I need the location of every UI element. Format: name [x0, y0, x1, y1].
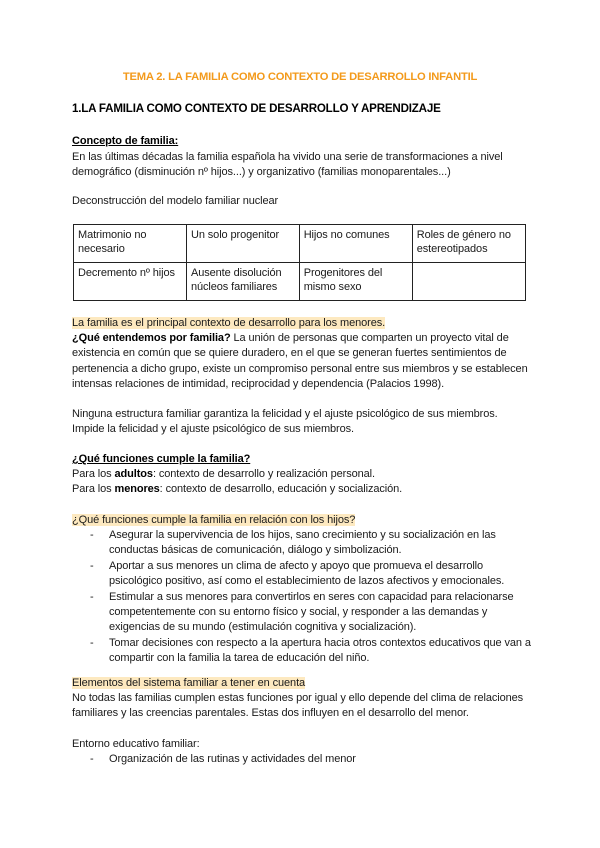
list-item [72, 590, 532, 636]
definition-text: La unión de personas que comparten un proyecto vital de existencia en común que se quiere duradero, en el que se generan fuertes sentimientos de pertenencia a dicho grupo, existe un compromiso personal entre sus miembros y se establecen intensas relaciones de intimidad, reciprocidad y dependencia (Palacios 1998). [72, 332, 528, 391]
table-cell: Hijos no comunes [299, 225, 412, 263]
deconstruccion-label: Deconstrucción del modelo familiar nuclear [72, 195, 279, 207]
concepto-subtitle-text: Concepto de familia: [72, 135, 179, 147]
highlighted-text: Elementos del sistema familiar a tener en cuenta [72, 677, 306, 689]
concepto-line-2: demográfico (disminución nº hijos...) y organizativo (familias monoparentales...) [72, 166, 451, 178]
hijos-function-list [72, 528, 532, 667]
dash-bullet-icon: - [90, 636, 94, 649]
menores-text: : contexto de desarrollo, educación y socialización. [159, 483, 403, 495]
list-item-text: Aportar a sus menores un clima de afecto y apoyo que promueva el desarrollo psicológico positivo, así como el establecimiento de lazos afectivos y emocionales. [109, 559, 505, 588]
highlighted-text: La familia es el principal contexto de desarrollo para los menores. [72, 317, 386, 329]
elementos-paragraph: No todas las familias cumplen estas funciones por igual y ello depende del clima de relaciones familiares y las creencias parentales. Estas dos influyen en el desarrollo del menor. [72, 692, 524, 720]
elementos-highlight [72, 676, 305, 691]
dash-bullet-icon: - [90, 559, 94, 572]
table-cell: Decremento nº hijos [74, 263, 187, 301]
table-row [74, 225, 526, 263]
list-item [72, 636, 532, 667]
menores-bold: menores [114, 483, 160, 495]
funciones-adultos [72, 467, 375, 482]
highlighted-text: ¿Qué funciones cumple la familia en relación con los hijos? [72, 514, 356, 526]
hijos-highlight [72, 513, 355, 528]
concepto-line-1: En las últimas décadas la familia española ha vivido una serie de transformaciones a nivel [72, 151, 503, 163]
entorno-label: Entorno educativo familiar: [72, 738, 200, 750]
funciones-menores [72, 482, 402, 497]
definition-question: ¿Qué entendemos por familia? [72, 332, 231, 344]
dash-bullet-icon: - [90, 529, 94, 541]
adultos-prefix: Para los [72, 468, 115, 480]
funciones-subtitle-text: ¿Qué funciones cumple la familia? [72, 453, 251, 465]
list-item [72, 752, 532, 767]
table-cell: Roles de género no estereotipados [412, 225, 525, 263]
list-item [72, 559, 532, 590]
dash-bullet-icon: - [90, 590, 94, 603]
table-cell: Matrimonio no necesario [74, 225, 187, 263]
principal-highlight [72, 316, 385, 331]
section-heading: 1.LA FAMILIA COMO CONTEXTO DE DESARROLLO Y APRENDIZAJE [72, 102, 441, 115]
table-cell [412, 263, 525, 301]
table-cell: Progenitores del mismo sexo [299, 263, 412, 301]
deconstruction-table [73, 224, 526, 301]
entorno-list [72, 752, 532, 767]
table-cell: Ausente disolución núcleos familiares [186, 263, 299, 301]
table-cell: Un solo progenitor [186, 225, 299, 263]
adultos-bold: adultos [114, 468, 153, 480]
adultos-text: : contexto de desarrollo y realización personal. [152, 468, 375, 480]
menores-prefix: Para los [72, 483, 115, 495]
list-item-text: Tomar decisiones con respecto a la apertura hacia otros contextos educativos que van a compartir con la familia la tarea de educación del niño. [109, 636, 531, 665]
table-row [74, 263, 526, 301]
ninguna-line-1: Ninguna estructura familiar garantiza la felicidad y el ajuste psicológico de sus miembros. [72, 408, 498, 420]
concepto-subtitle [72, 134, 178, 149]
ninguna-line-2: Impide la felicidad y el ajuste psicológico de sus miembros. [72, 423, 354, 435]
definition-paragraph [72, 331, 532, 393]
list-item-text: Estimular a sus menores para convertirlos en seres con capacidad para relacionarse competentemente con su entorno físico y social, y responder a las demandas y exigencias de su mundo (estimulación cognitiva y socialización). [109, 590, 514, 634]
dash-bullet-icon: - [90, 753, 94, 765]
list-item-text: Organización de las rutinas y actividades del menor [109, 753, 356, 765]
document-title: TEMA 2. LA FAMILIA COMO CONTEXTO DE DESARROLLO INFANTIL [122, 71, 478, 83]
list-item [72, 528, 532, 559]
list-item-text: Asegurar la supervivencia de los hijos, sano crecimiento y su socialización en las conductas básicas de comunicación, diálogo y simbolización. [109, 529, 496, 557]
funciones-subtitle [72, 452, 250, 467]
